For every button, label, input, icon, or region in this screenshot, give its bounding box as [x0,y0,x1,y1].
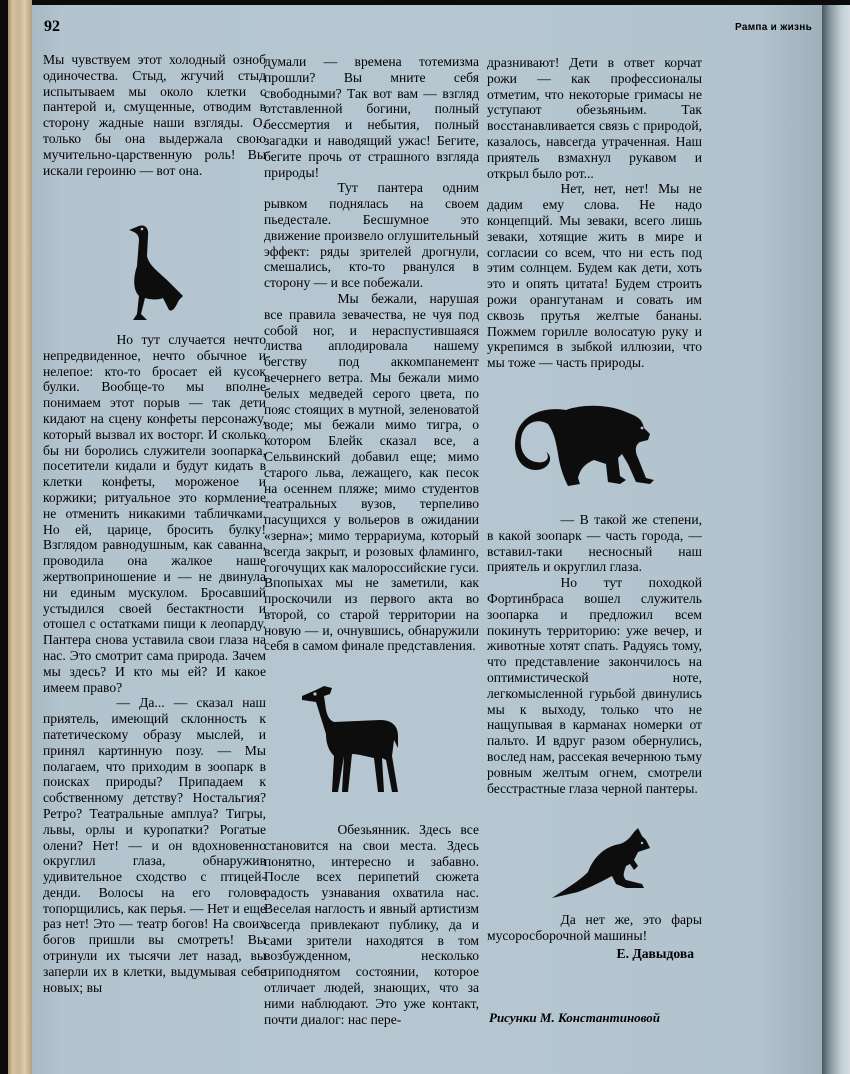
book-spine-shadow [822,5,850,1074]
column-3-middle [487,512,702,796]
page-number: 92 [44,18,60,35]
paragraph: думали — времена тотемизма прошли? Вы мните себя свободными? Так вот вам — взгляд отставленной богини, полный бессмертия и небытия, полный загадки и наводящий ужас! Бегите, бегите прочь от страшного взгляда природы! [264,54,479,180]
paragraph: Но тут походкой Фортинбраса вошел служитель зоопарка и предложил всем покинуть территорию: уже вечер, и животные хотят спать. Радуясь тому, что представление закончилось на оптимистической ноте, легкомысленной гурьбой двинулись мы к выходу, только что не нащупывая в карманах номерки от пальто. И вдруг разом обернулись, вослед нам, рассекая вечернюю тьму ровным желтым огнем, смотрели бесстрастные глаза черной пантеры. [487,575,702,796]
paragraph: Но тут случается нечто непредвиденное, нечто обычное и нелепое: кто-то бросает ей кусок булки. Вообще-то мы вполне понимаем этот порыв — так дети кидают на сцену конфеты персонажу, который вызвал их восторг. И сколько бы ни боролись служители зоопарка, посетители кидали и будут кидать в клетки конфеты, мороженое и коржики; ритуальное это кормление не отменить никакими табличками. Но ей, царице, бросить булку! Взглядом равнодушным, как саванна, проводила она жалкое наше жертвоприношение и — не двинула ни единым мускулом. Бросавший устыдился своей бестактности и отошел с остатками пищи к леопарду. Пантера снова уставила свои глаза на нас. Это смотрит сама природа. Зачем мы здесь? И кто мы ей? И какое имеем право? [43,332,266,695]
paragraph: Нет, нет, нет! Мы не дадим ему слова. Не надо концепций. Мы зеваки, всего лишь зеваки, хотящие жить в мире и согласии со всем, что ни есть под этим солнцем. Будем как дети, хоть это и опять цитата! Будем строить рожи орангутанам и совать им сквозь прутья желтые бананы. Пожмем горилле волосатую руку и укрепимся в зыбкой иллюзии, что мы тоже — часть природы. [487,181,702,371]
column-1-top [43,52,266,178]
paragraph: Мы чувствуем этот холодный озноб одиночества. Стыд, жгучий стыд испытываем мы около клетки с пантерой и, смущенные, отводим в сторону жадные наши взгляды. О, только бы она выдержала свою мучительно-царственную роль! Вы искали героиню — вот она. [43,52,266,178]
bird-icon [111,216,191,326]
kangaroo-icon [550,826,650,898]
column-1-bottom [43,332,266,995]
running-head: Рампа и жизнь [735,22,813,33]
paragraph: Тут пантера одним рывком поднялась на своем пьедестале. Бесшумное это движение произвело оглушительный эффект: ряды зрителей дрогнули, смешались, кто-то рванулся в сторону — и все побежали. [264,180,479,291]
paragraph: дразнивают! Дети в ответ корчат рожи — как профессионалы отметим, что некоторые гримасы не уступают обезьяньим. Так восстанавливается связь с природой, казалось, навсегда утраченная. Наш приятель взмахнул рукавом и открыл было рот... [487,55,702,181]
paragraph: Обезьянник. Здесь все становится на свои места. Здесь понятно, интересно и забавно. После всех перипетий сюжета радость узнавания охватила нас. Веселая наглость и явный артистизм всегда привлекают публику, да и сами зрители находятся в том возбужденном, несколько приподнятом состоянии, которое отличает людей, знающих, что за ними наблюдают. Это уже контакт, почти диалог: нас пере- [264,822,479,1027]
column-3-top [487,55,702,371]
monkey-icon [508,398,663,498]
paragraph: — Да... — сказал наш приятель, имеющий склонность к патетическому образу мыслей, и принял картинную позу. — Мы полагаем, что приходим в зоопарк в поисках природы? Припадаем к собственному детству? Ностальгия? Ретро? Театральные амплуа? Тигры, львы, орлы и куропатки? Рогатые олени? Нет! — и он вдохновенно округлил глаза, обнаружив удивительное сходство с птицей-денди. Волосы на его голове топорщились, как перья. — Нет и еще раз нет! Это — театр богов! На своих богов пришли вы смотреть! Вы отринули их тысячи лет назад, вы заперли их в клетки, выдумывая себе новых; вы [43,695,266,995]
column-2-top [264,54,479,654]
author-signature: Е. Давыдова [616,946,694,961]
paragraph: Да нет же, это фары мусоросборочной машины! [487,912,702,943]
paragraph: — В такой же степени, в какой зоопарк — часть города, — вставил-таки несносный наш приятель и округлил глаза. [487,512,702,575]
column-2-bottom [264,822,479,1027]
paragraph: Мы бежали, нарушая все правила зевачества, не чуя под собой ног, и нераспустившаяся листва аплодировала нашему бегству под аккомпанемент вечернего ветра. Мы бежали мимо белых медведей серого цвета, по пояс стоящих в мутной, зеленоватой воде; мы бежали мимо тигра, о котором Блейк сказал все, а Сельвинский добавил еще; мимо старого льва, лежащего, как песок на осеннем пляже; мимо студентов театральных вузов, терпеливо пасущихся у вольеров в ожидании «зерна»; мимо террариума, который всегда закрыт, и розовых фламинго, гогочущих как малороссийские гуси. Впопыхах мы не заметили, как проскочили из первого акта во второй, со старой территории на новую — и, очнувшись, обнаружили себя в самом финале представления. [264,290,479,654]
column-3-bottom [487,912,702,944]
llama-icon [294,680,419,805]
illustrations-credit: Рисунки М. Константиновой [489,1010,661,1025]
book-page-stack-edge [8,0,32,1074]
